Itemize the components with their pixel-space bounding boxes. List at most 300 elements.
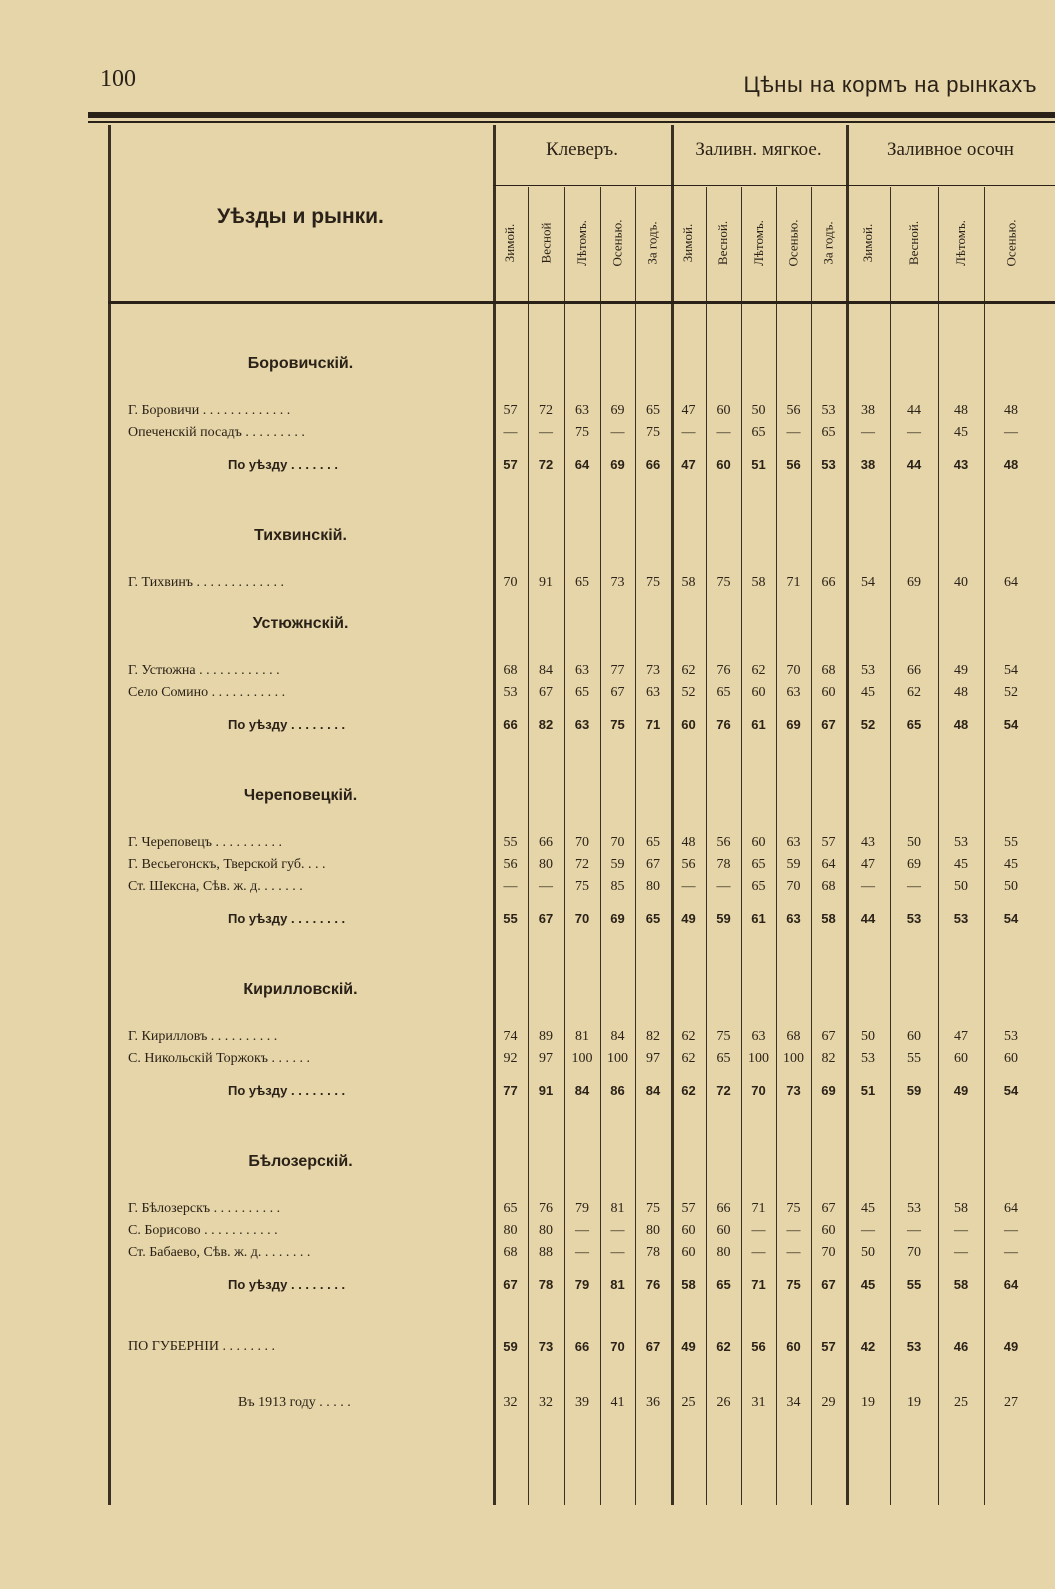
value-cell: 70	[786, 879, 801, 894]
value-cell: 53	[503, 685, 518, 700]
value-cell: 62	[907, 685, 921, 700]
value-cell: 57	[821, 835, 836, 850]
table-row	[108, 787, 1055, 807]
value-cell: 75	[716, 1029, 731, 1044]
value-cell: 60	[907, 1029, 921, 1044]
value-cell: 59	[503, 1339, 518, 1354]
table-row	[108, 457, 1055, 477]
value-cell: 25	[954, 1395, 968, 1410]
value-cell: —	[1004, 425, 1018, 440]
value-cell: 67	[646, 857, 660, 872]
value-cell: 55	[503, 835, 518, 850]
value-cell: 71	[786, 575, 801, 590]
value-cell: 60	[716, 457, 731, 472]
season-header: Осенью.	[785, 219, 801, 267]
value-cell: —	[610, 425, 625, 440]
value-cell: 39	[575, 1395, 589, 1410]
value-cell: 53	[907, 1201, 921, 1216]
group-divider	[671, 125, 674, 1505]
value-cell: —	[681, 425, 696, 440]
table-row	[108, 425, 1055, 445]
value-cell: 100	[571, 1051, 593, 1066]
value-cell: 45	[954, 425, 968, 440]
row-label: ПО ГУБЕРНІИ . . . . . . . .	[128, 1339, 275, 1354]
value-cell: 65	[645, 911, 661, 926]
district-name: Череповецкій.	[243, 787, 358, 804]
value-cell: 31	[751, 1395, 766, 1410]
value-cell: 63	[786, 685, 801, 700]
table-row	[108, 717, 1055, 737]
value-cell: 80	[646, 1223, 660, 1238]
row-label: Опеченскій посадъ . . . . . . . . .	[128, 425, 305, 440]
value-cell: 80	[539, 857, 553, 872]
value-cell: 78	[716, 857, 731, 872]
value-cell: 45	[861, 685, 875, 700]
season-header: Весной	[538, 222, 554, 264]
value-cell: 34	[786, 1395, 801, 1410]
value-cell: 75	[646, 575, 660, 590]
value-cell: —	[610, 1223, 625, 1238]
value-cell: 72	[575, 857, 589, 872]
value-cell: 81	[610, 1277, 625, 1292]
value-cell: 58	[681, 575, 696, 590]
value-cell: 75	[610, 717, 625, 732]
value-cell: —	[681, 879, 696, 894]
value-cell: 79	[574, 1277, 590, 1292]
table-row	[108, 1277, 1055, 1297]
table-row	[108, 981, 1055, 1001]
value-cell: —	[539, 425, 553, 440]
season-header: Зимой.	[502, 223, 518, 263]
value-cell: 51	[751, 457, 766, 472]
value-cell: 48	[954, 685, 968, 700]
value-cell: —	[907, 425, 921, 440]
value-cell: 65	[716, 1277, 731, 1292]
value-cell: 48	[953, 717, 969, 732]
season-header: Зимой.	[680, 223, 696, 263]
value-cell: 48	[1003, 457, 1019, 472]
value-cell: 25	[681, 1395, 696, 1410]
value-cell: 67	[821, 1029, 836, 1044]
value-cell: 54	[1003, 911, 1019, 926]
value-cell: 84	[610, 1029, 625, 1044]
value-cell: —	[954, 1223, 968, 1238]
value-cell: 53	[861, 663, 875, 678]
value-cell: 47	[681, 457, 696, 472]
value-cell: 49	[681, 1339, 696, 1354]
value-cell: 67	[821, 717, 836, 732]
table-row	[108, 575, 1055, 595]
group-header: Клеверъ.	[546, 139, 618, 160]
value-cell: 48	[954, 403, 968, 418]
table-row	[108, 527, 1055, 547]
value-cell: 56	[503, 857, 518, 872]
value-cell: 82	[538, 717, 554, 732]
value-cell: 58	[954, 1201, 968, 1216]
value-cell: 40	[954, 575, 968, 590]
value-cell: 62	[681, 1051, 696, 1066]
value-cell: 61	[751, 911, 766, 926]
value-cell: 72	[539, 403, 553, 418]
group-header-rule	[493, 185, 1055, 186]
table-row	[108, 911, 1055, 931]
value-cell: 66	[539, 835, 553, 850]
value-cell: 65	[646, 835, 660, 850]
value-cell: 73	[646, 663, 660, 678]
value-cell: 73	[610, 575, 625, 590]
value-cell: 66	[645, 457, 661, 472]
value-cell: 56	[716, 835, 731, 850]
value-cell: 41	[610, 1395, 625, 1410]
value-cell: 49	[1003, 1339, 1019, 1354]
value-cell: 57	[503, 403, 518, 418]
value-cell: 75	[786, 1201, 801, 1216]
value-cell: 53	[906, 1339, 922, 1354]
value-cell: 65	[716, 1051, 731, 1066]
table-row	[108, 1395, 1055, 1415]
value-cell: 65	[906, 717, 922, 732]
season-header: За годъ.	[645, 221, 661, 265]
value-cell: —	[907, 879, 921, 894]
value-cell: —	[575, 1223, 589, 1238]
value-cell: 60	[751, 835, 766, 850]
value-cell: 65	[716, 685, 731, 700]
value-cell: 80	[646, 879, 660, 894]
value-cell: 60	[716, 403, 731, 418]
value-cell: 69	[786, 717, 801, 732]
table-row	[108, 403, 1055, 423]
value-cell: 49	[953, 1083, 969, 1098]
value-cell: —	[954, 1245, 968, 1260]
value-cell: 60	[681, 717, 696, 732]
value-cell: 43	[861, 835, 875, 850]
value-cell: 88	[539, 1245, 553, 1260]
value-cell: 68	[821, 663, 836, 678]
running-head: Цѣны на кормъ на рынкахъ	[743, 72, 1037, 97]
value-cell: 63	[786, 911, 801, 926]
value-cell: 70	[821, 1245, 836, 1260]
value-cell: 47	[954, 1029, 968, 1044]
row-label: Г. Устюжна . . . . . . . . . . . .	[128, 663, 280, 678]
value-cell: —	[751, 1245, 766, 1260]
top-rule	[88, 112, 1055, 118]
value-cell: —	[861, 879, 875, 894]
row-label: Ст. Бабаево, Сѣв. ж. д. . . . . . . .	[128, 1245, 311, 1260]
value-cell: 59	[716, 911, 731, 926]
value-cell: 60	[821, 1223, 836, 1238]
value-cell: 60	[786, 1339, 801, 1354]
season-header: Весной.	[905, 220, 921, 266]
table-row	[108, 857, 1055, 877]
row-label: С. Борисово . . . . . . . . . . .	[128, 1223, 278, 1238]
value-cell: 69	[907, 857, 921, 872]
value-cell: 64	[1003, 1277, 1019, 1292]
value-cell: 75	[575, 879, 589, 894]
value-cell: —	[861, 1223, 875, 1238]
value-cell: 97	[646, 1051, 660, 1066]
table-row	[108, 1223, 1055, 1243]
value-cell: 70	[610, 1339, 625, 1354]
value-cell: 75	[786, 1277, 801, 1292]
value-cell: 78	[646, 1245, 660, 1260]
value-cell: 56	[786, 403, 801, 418]
value-cell: 82	[821, 1051, 836, 1066]
value-cell: 91	[538, 1083, 554, 1098]
value-cell: 64	[574, 457, 590, 472]
value-cell: 45	[954, 857, 968, 872]
value-cell: 60	[821, 685, 836, 700]
value-cell: 50	[751, 403, 766, 418]
table-row	[108, 1245, 1055, 1265]
value-cell: 68	[503, 1245, 518, 1260]
value-cell: 60	[954, 1051, 968, 1066]
value-cell: 65	[751, 425, 766, 440]
value-cell: 53	[954, 835, 968, 850]
value-cell: 63	[575, 663, 589, 678]
value-cell: —	[907, 1223, 921, 1238]
value-cell: 85	[610, 879, 625, 894]
value-cell: 67	[821, 1277, 836, 1292]
value-cell: 65	[751, 879, 766, 894]
value-cell: 58	[751, 575, 766, 590]
value-cell: 54	[1003, 717, 1019, 732]
table-row	[108, 1083, 1055, 1103]
value-cell: 66	[907, 663, 921, 678]
value-cell: 60	[1004, 1051, 1018, 1066]
value-cell: 55	[907, 1051, 921, 1066]
season-header: Осенью.	[1003, 219, 1018, 267]
value-cell: —	[786, 425, 801, 440]
value-cell: —	[751, 1223, 766, 1238]
value-cell: 69	[821, 1083, 836, 1098]
value-cell: 53	[821, 403, 836, 418]
value-cell: 57	[821, 1339, 836, 1354]
value-cell: 48	[681, 835, 696, 850]
value-cell: 86	[610, 1083, 625, 1098]
row-label: По уѣзду . . . . . . . .	[228, 717, 346, 732]
value-cell: 50	[954, 879, 968, 894]
value-cell: 73	[538, 1339, 554, 1354]
district-name: Устюжнскій.	[252, 615, 349, 632]
row-label: По уѣзду . . . . . . . .	[228, 1083, 346, 1098]
table-row	[108, 1029, 1055, 1049]
value-cell: 77	[610, 663, 625, 678]
value-cell: 70	[575, 835, 589, 850]
value-cell: 58	[681, 1277, 696, 1292]
value-cell: 65	[646, 403, 660, 418]
page-number: 100	[100, 66, 136, 92]
value-cell: 78	[538, 1277, 554, 1292]
value-cell: 45	[861, 1201, 875, 1216]
value-cell: 71	[751, 1277, 766, 1292]
value-cell: 50	[1004, 879, 1018, 894]
value-cell: 72	[538, 457, 554, 472]
value-cell: —	[786, 1245, 801, 1260]
value-cell: 52	[681, 685, 696, 700]
value-cell: 53	[953, 911, 969, 926]
value-cell: 67	[645, 1339, 661, 1354]
value-cell: 82	[646, 1029, 660, 1044]
value-cell: 73	[786, 1083, 801, 1098]
value-cell: 54	[1004, 663, 1018, 678]
value-cell: 66	[716, 1201, 731, 1216]
value-cell: 91	[539, 575, 553, 590]
value-cell: 50	[907, 835, 921, 850]
value-cell: 62	[681, 663, 696, 678]
value-cell: 32	[503, 1395, 518, 1410]
value-cell: 68	[821, 879, 836, 894]
value-cell: 55	[503, 911, 518, 926]
value-cell: 64	[1004, 575, 1018, 590]
value-cell: 80	[716, 1245, 731, 1260]
value-cell: 46	[953, 1339, 969, 1354]
value-cell: 70	[786, 663, 801, 678]
value-cell: 57	[681, 1201, 696, 1216]
value-cell: 56	[751, 1339, 766, 1354]
table-row	[108, 1051, 1055, 1071]
value-cell: 92	[503, 1051, 518, 1066]
value-cell: 58	[821, 911, 836, 926]
value-cell: 44	[906, 457, 922, 472]
value-cell: 62	[681, 1083, 696, 1098]
season-header: Осенью.	[609, 219, 625, 267]
value-cell: 60	[716, 1223, 731, 1238]
value-cell: 63	[751, 1029, 766, 1044]
value-cell: 45	[1004, 857, 1018, 872]
top-rule-thin	[88, 121, 1055, 123]
label-column-border	[493, 125, 496, 1505]
value-cell: —	[786, 1223, 801, 1238]
value-cell: 71	[645, 717, 661, 732]
row-label: Ст. Шексна, Сѣв. ж. д. . . . . . .	[128, 879, 303, 894]
value-cell: 65	[503, 1201, 518, 1216]
table-left-border	[108, 125, 111, 1505]
value-cell: 48	[1004, 403, 1018, 418]
value-cell: 75	[575, 425, 589, 440]
value-cell: 79	[575, 1201, 589, 1216]
value-cell: 97	[539, 1051, 553, 1066]
value-cell: 49	[681, 911, 696, 926]
value-cell: 66	[821, 575, 836, 590]
value-cell: 65	[821, 425, 836, 440]
value-cell: 19	[907, 1395, 921, 1410]
district-name: Боровичскій.	[247, 355, 354, 372]
value-cell: 66	[503, 717, 518, 732]
value-cell: 62	[751, 663, 766, 678]
value-cell: 67	[610, 685, 625, 700]
header-bottom-rule	[108, 301, 1055, 304]
value-cell: 60	[681, 1245, 696, 1260]
value-cell: 74	[503, 1029, 518, 1044]
row-label: Въ 1913 году . . . . .	[238, 1395, 351, 1410]
value-cell: 76	[716, 717, 731, 732]
row-label: Село Сомино . . . . . . . . . . .	[128, 685, 286, 700]
value-cell: 53	[906, 911, 922, 926]
value-cell: 61	[751, 717, 766, 732]
value-cell: 51	[860, 1083, 876, 1098]
value-cell: 76	[645, 1277, 661, 1292]
value-cell: —	[503, 879, 518, 894]
value-cell: 76	[716, 663, 731, 678]
value-cell: 54	[1003, 1083, 1019, 1098]
value-cell: 60	[751, 685, 766, 700]
value-cell: 100	[748, 1051, 769, 1066]
row-label: По уѣзду . . . . . . . .	[228, 1277, 346, 1292]
value-cell: —	[539, 879, 553, 894]
season-header: Весной.	[715, 220, 731, 266]
value-cell: 81	[575, 1029, 589, 1044]
value-cell: 44	[907, 403, 921, 418]
value-cell: 67	[539, 685, 553, 700]
value-cell: 65	[575, 685, 589, 700]
value-cell: 53	[821, 457, 836, 472]
value-cell: 29	[821, 1395, 836, 1410]
value-cell: 65	[575, 575, 589, 590]
value-cell: 60	[681, 1223, 696, 1238]
value-cell: —	[716, 879, 731, 894]
row-label: Г. Череповецъ . . . . . . . . . .	[128, 835, 283, 850]
group-header: Заливн. мягкое.	[695, 139, 822, 160]
value-cell: 84	[645, 1083, 661, 1098]
value-cell: 69	[610, 403, 625, 418]
value-cell: 63	[574, 717, 590, 732]
value-cell: 56	[786, 457, 801, 472]
value-cell: 68	[786, 1029, 801, 1044]
district-name: Бѣлозерскій.	[248, 1153, 353, 1170]
value-cell: 49	[954, 663, 968, 678]
value-cell: 70	[751, 1083, 766, 1098]
value-cell: —	[1004, 1245, 1018, 1260]
value-cell: 62	[716, 1339, 731, 1354]
value-cell: 80	[539, 1223, 553, 1238]
value-cell: 42	[860, 1339, 876, 1354]
row-label: Г. Бѣлозерскъ . . . . . . . . . .	[128, 1201, 281, 1216]
value-cell: 67	[538, 911, 554, 926]
value-cell: 70	[574, 911, 590, 926]
season-header: За годъ.	[820, 221, 836, 265]
group-divider	[846, 125, 849, 1505]
table-row	[108, 615, 1055, 635]
value-cell: 57	[503, 457, 518, 472]
value-cell: 47	[861, 857, 875, 872]
value-cell: 38	[860, 457, 876, 472]
district-name: Тихвинскій.	[254, 527, 347, 544]
value-cell: 70	[907, 1245, 921, 1260]
group-header: Заливное осочн	[887, 139, 1014, 160]
value-cell: 47	[681, 403, 696, 418]
value-cell: 69	[907, 575, 921, 590]
value-cell: 71	[751, 1201, 766, 1216]
value-cell: 19	[861, 1395, 875, 1410]
season-header: Лѣтомъ.	[574, 220, 589, 266]
row-label: По уѣзду . . . . . . . .	[228, 911, 346, 926]
row-label: Г. Боровичи . . . . . . . . . . . . .	[128, 403, 291, 418]
value-cell: 80	[503, 1223, 518, 1238]
value-cell: 58	[953, 1277, 969, 1292]
value-cell: 52	[860, 717, 876, 732]
row-label: Г. Тихвинъ . . . . . . . . . . . . .	[128, 575, 285, 590]
value-cell: 26	[716, 1395, 731, 1410]
value-cell: 59	[786, 857, 801, 872]
value-cell: 32	[539, 1395, 553, 1410]
table-row	[108, 1339, 1055, 1359]
table-row	[108, 663, 1055, 683]
value-cell: 81	[610, 1201, 625, 1216]
value-cell: 75	[646, 425, 660, 440]
value-cell: —	[716, 425, 731, 440]
value-cell: 56	[681, 857, 696, 872]
value-cell: 64	[821, 857, 836, 872]
